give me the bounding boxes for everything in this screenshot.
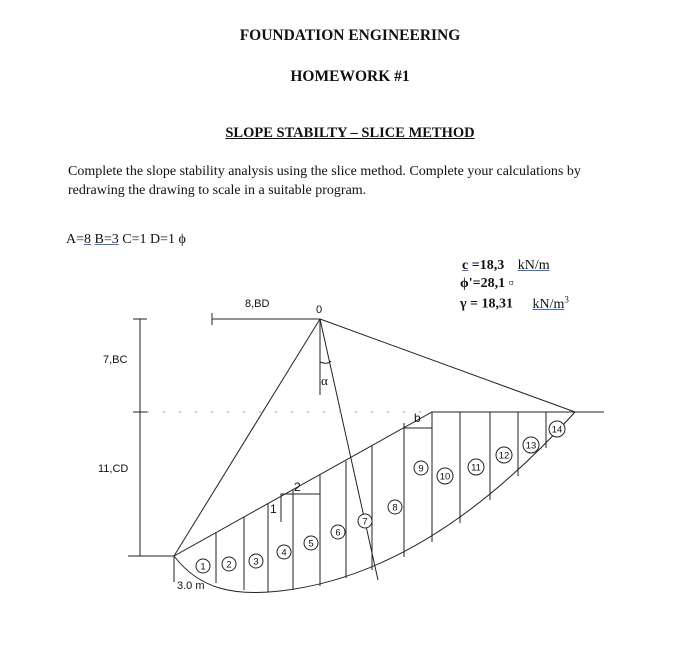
unit-weight-value: γ = 18,31 (460, 296, 514, 312)
homework-title: HOMEWORK #1 (290, 68, 410, 85)
step-2-label: 2 (294, 480, 301, 494)
instructions-paragraph: Complete the slope stability analysis using the slice method. Complete your calculations by redrawing the drawing to scale in a suitable program. (68, 164, 581, 198)
dim-left-lower-label: 11,CD (98, 463, 129, 475)
ground-surface (128, 412, 604, 556)
center-label: 0 (316, 304, 323, 316)
radius-left (174, 319, 320, 556)
unit-weight-exponent: 3 (564, 294, 569, 304)
toe-label: 3.0 m (177, 580, 205, 592)
slice-number: 7 (362, 516, 368, 528)
slice-number: 13 (525, 440, 537, 452)
unit-weight-unit: kN/m (532, 296, 565, 312)
var-a-value: 8 (84, 232, 92, 247)
slice-number: 12 (498, 450, 510, 462)
slice-number: 4 (281, 547, 287, 559)
slice-number: 9 (418, 463, 424, 475)
height-step (281, 494, 320, 522)
slice-number: 5 (308, 538, 314, 550)
slice-number: 11 (471, 462, 481, 474)
slice-number: 1 (200, 561, 206, 573)
cohesion-unit: kN/m (517, 258, 550, 273)
section-subtitle: SLOPE STABILTY – SLICE METHOD (225, 125, 475, 141)
width-b-label: b (414, 411, 421, 425)
slice-number: 14 (551, 424, 563, 436)
step-1-label: 1 (270, 502, 277, 516)
slice-number: 3 (253, 556, 259, 568)
slice-number: 8 (392, 502, 398, 514)
document-title: FOUNDATION ENGINEERING (239, 27, 461, 44)
radius-right (320, 319, 575, 412)
radius-inner (320, 319, 378, 580)
dim-top-label: 8,BD (245, 298, 270, 310)
var-b: B=3 (94, 232, 119, 247)
cohesion-symbol: c (462, 258, 469, 273)
soil-friction-angle: ϕ'=28,1 ▫ (460, 276, 514, 291)
var-c: C=1 (122, 232, 147, 247)
var-phi: ϕ (178, 232, 186, 247)
var-a-label: A= (66, 232, 85, 247)
slice-number: 10 (439, 471, 451, 483)
cohesion-value: =18,3 (468, 258, 505, 273)
angle-label: α (321, 373, 328, 388)
slice-number: 2 (226, 559, 232, 571)
slice-number: 6 (335, 527, 341, 539)
dim-left-upper-label: 7,BC (103, 354, 128, 366)
var-d: D=1 (149, 232, 175, 247)
